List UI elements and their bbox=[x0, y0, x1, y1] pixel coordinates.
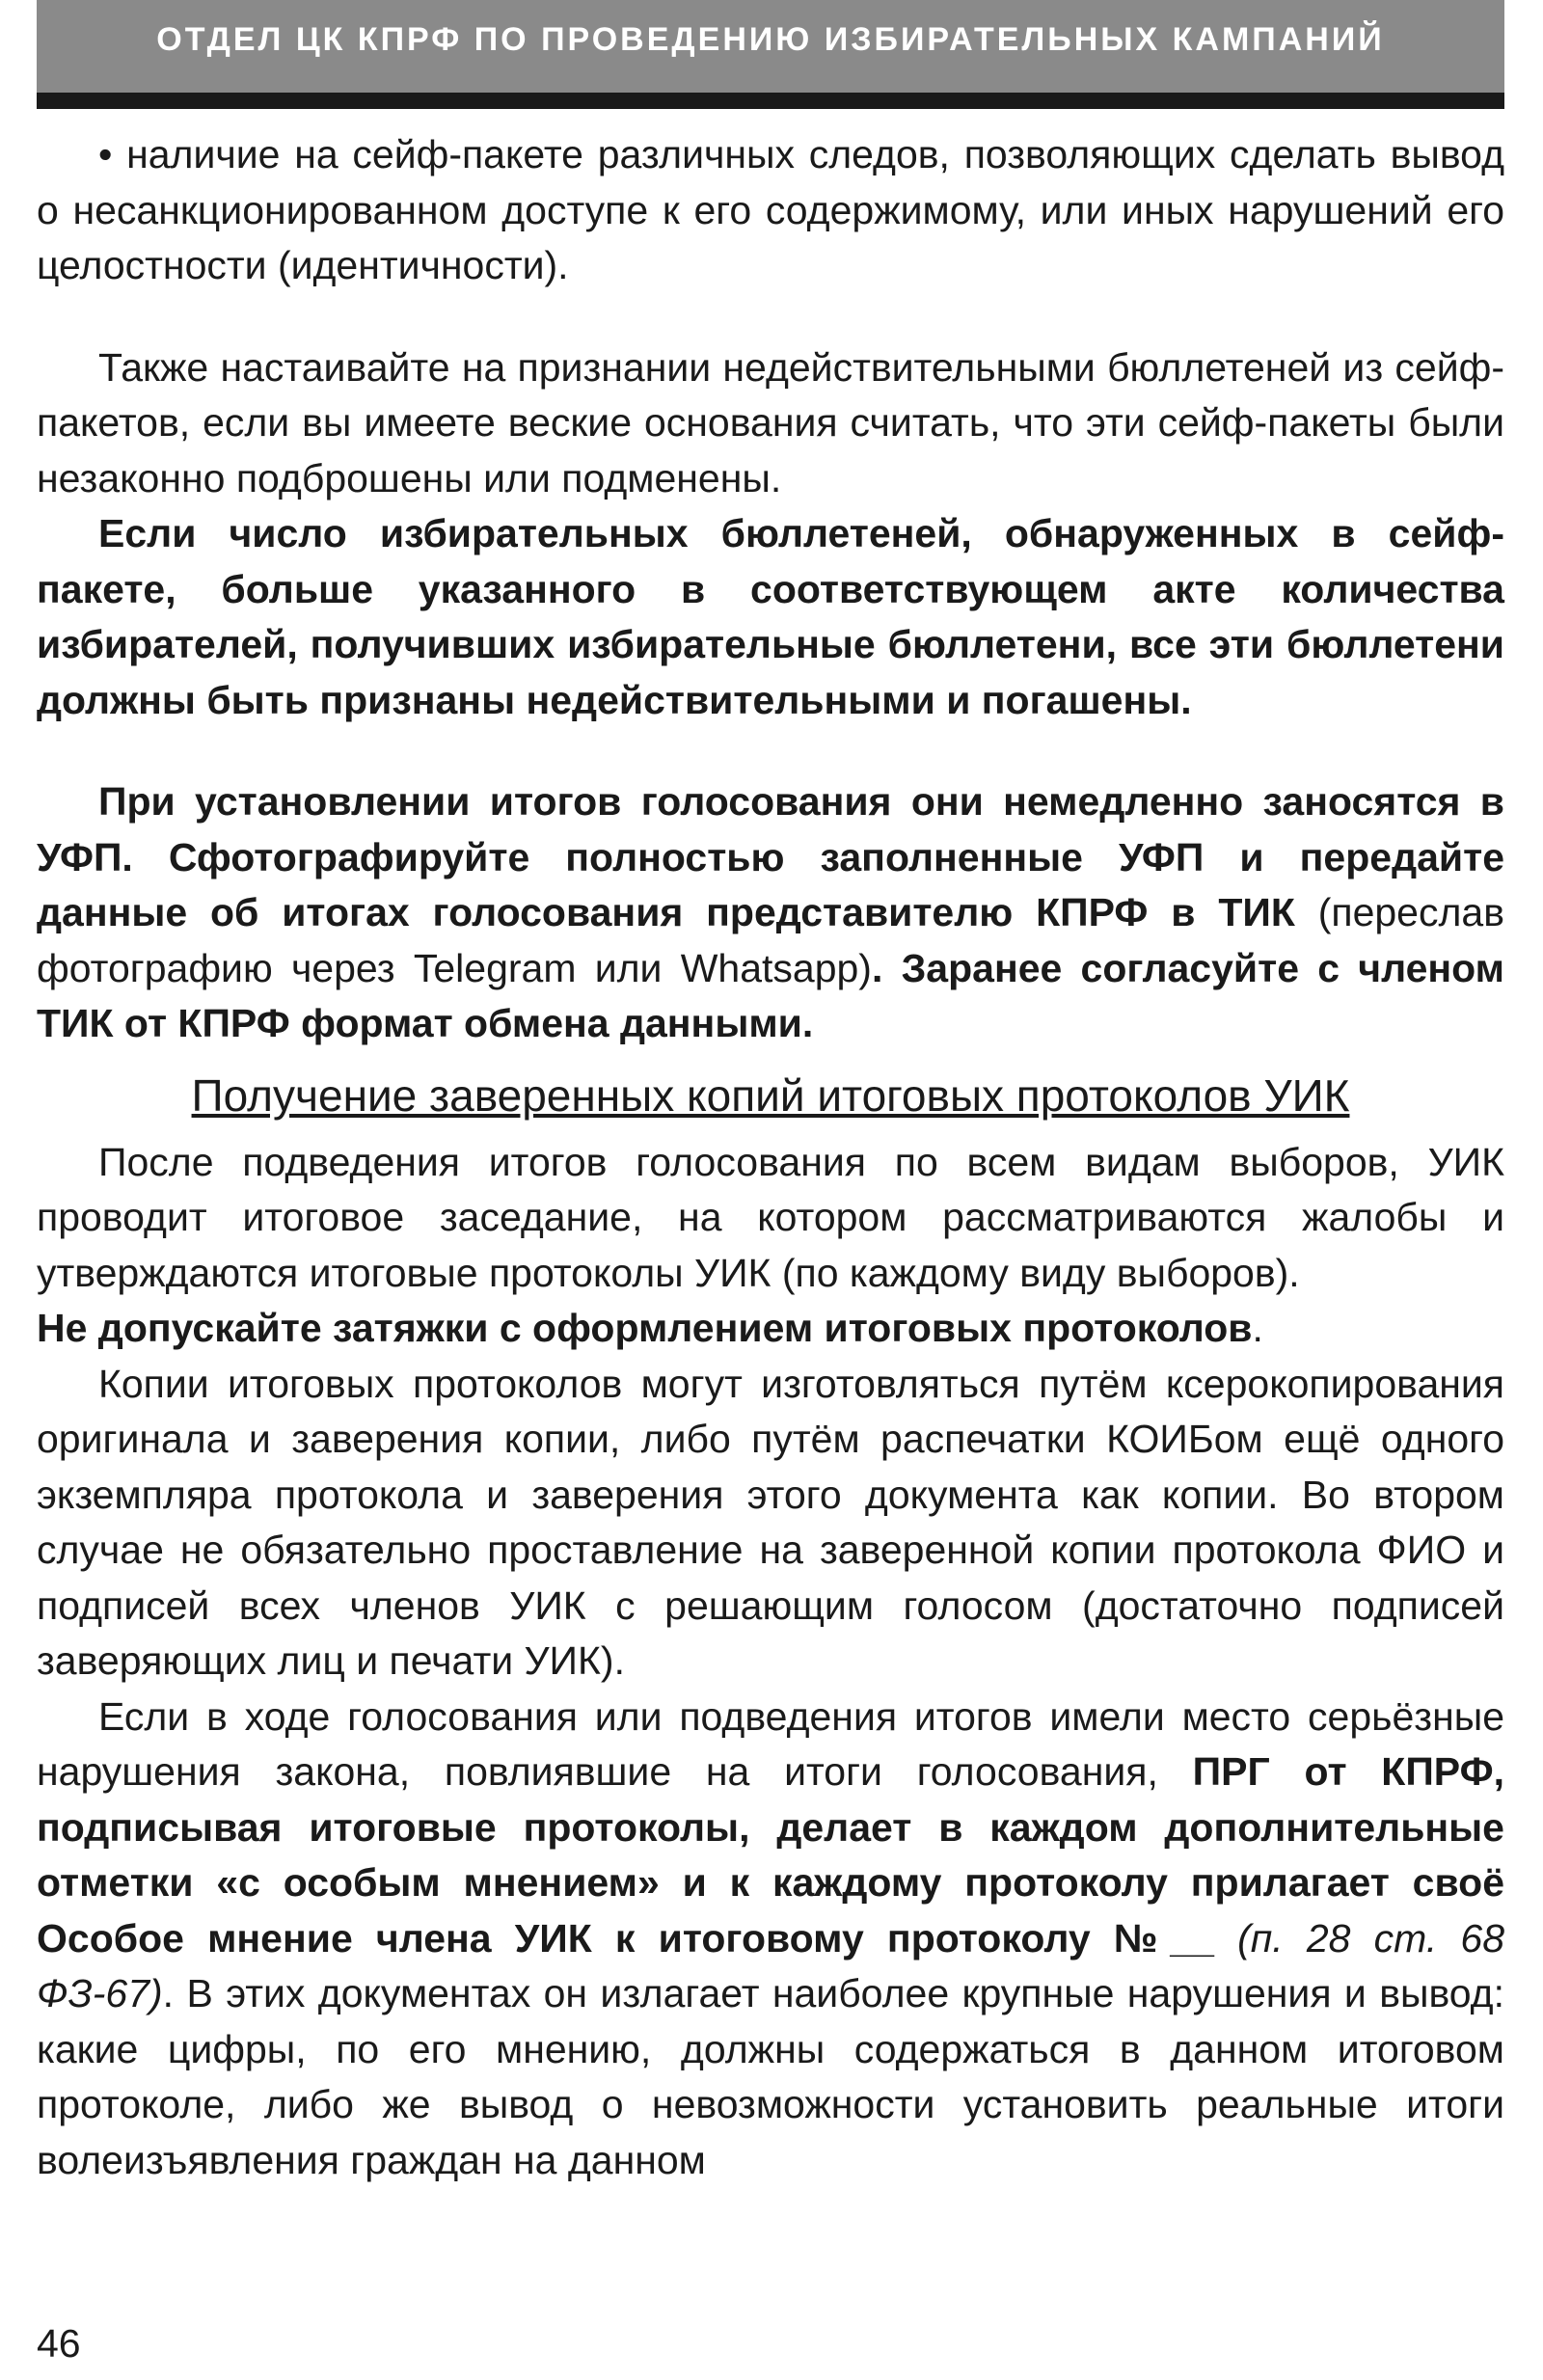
paragraph-final-meeting: После подведения итогов голосования по всем видам выборов, УИК проводит итоговое заседание, на котором рассматриваются жалобы и утверждаются итоговые протоколы УИК (по каждому виду выборов). bbox=[37, 1139, 1504, 1295]
bold-text: При установлении итогов голосования они немедленно заносятся в УФП. Сфотографируйте полностью заполненные УФП и передайте данные об итогах голосования представителю КПРФ в ТИК bbox=[37, 779, 1504, 934]
paragraph-excess-ballots bbox=[37, 506, 1504, 728]
header-title: ОТДЕЛ ЦК КПРФ ПО ПРОВЕДЕНИЮ ИЗБИРАТЕЛЬНЫХ КАМПАНИЙ bbox=[156, 21, 1385, 58]
bold-text: . Заранее согласуйте с членом ТИК от КПРФ формат обмена данными. bbox=[37, 945, 1504, 1045]
bold-text: Не допускайте затяжки с оформлением итоговых протоколов bbox=[37, 1306, 1253, 1350]
bullet-paragraph: • наличие на сейф-пакете различных следов, позволяющих сделать вывод о несанкционированном доступе к его содержимому, или иных нарушений его целостности (идентичности). bbox=[37, 132, 1504, 287]
paragraph-gap bbox=[37, 294, 1504, 340]
section-heading: Получение заверенных копий итоговых протоколов УИК bbox=[191, 1069, 1350, 1121]
page-number: 46 bbox=[37, 2321, 81, 2366]
paragraph-results-transfer bbox=[37, 774, 1504, 1052]
bold-text: Если число избирательных бюллетеней, обнаруженных в сейф-пакете, больше указанного в соответствующем акте количества избирателей, получивших избирательные бюллетени, все эти бюллетени должны быть признаны недействительными и погашены. bbox=[37, 511, 1504, 722]
plain-text: . bbox=[1252, 1306, 1263, 1350]
paragraph-special-opinion bbox=[37, 1690, 1504, 2189]
page-header bbox=[37, 0, 1504, 93]
paragraph-invalid-ballots: Также настаивайте на признании недействительными бюллетеней из сейф-пакетов, если вы имеете веские основания считать, что эти сейф-пакеты были незаконно подброшены или подменены. bbox=[37, 344, 1504, 500]
italic-reference: (п. 28 ст. 68 ФЗ-67) bbox=[37, 1915, 1505, 2015]
plain-text: (переслав фотографию через Telegram или Whatsapp) bbox=[37, 890, 1504, 990]
header-divider bbox=[37, 93, 1504, 109]
paragraph-gap bbox=[37, 728, 1504, 774]
paragraph-copies: Копии итоговых протоколов могут изготовляться путём ксерокопирования оригинала и заверения копии, либо путём распечатки КОИБом ещё одного экземпляра протокола и заверения этого документа как копии. Во втором случае не обязательно проставление на заверенной копии протокола ФИО и подписей всех членов УИК с решающим голосом (достаточно подписей заверяющих лиц и печати УИК). bbox=[37, 1361, 1504, 1683]
bold-text: ПРГ от КПРФ, подписывая итоговые протоколы, делает в каждом дополнительные отметки «с особым мнением» и к каждому протоколу прилагает своё Особое мнение члена УИК к итоговому протоколу №__ bbox=[37, 1749, 1504, 1961]
page-content bbox=[37, 127, 1504, 2188]
plain-text: Если в ходе голосования или подведения итогов имели место серьёзные нарушения закона, повлиявшие на итоги голосования, bbox=[37, 1693, 1504, 1794]
plain-text: . В этих документах он излагает наиболее крупные нарушения и вывод: какие цифры, по его мнению, должны содержаться в данном итоговом протоколе, либо же вывод о невозможности установить реальные итоги волеизъявления граждан на данном bbox=[37, 1971, 1504, 2182]
paragraph-no-delay bbox=[37, 1301, 1504, 1357]
